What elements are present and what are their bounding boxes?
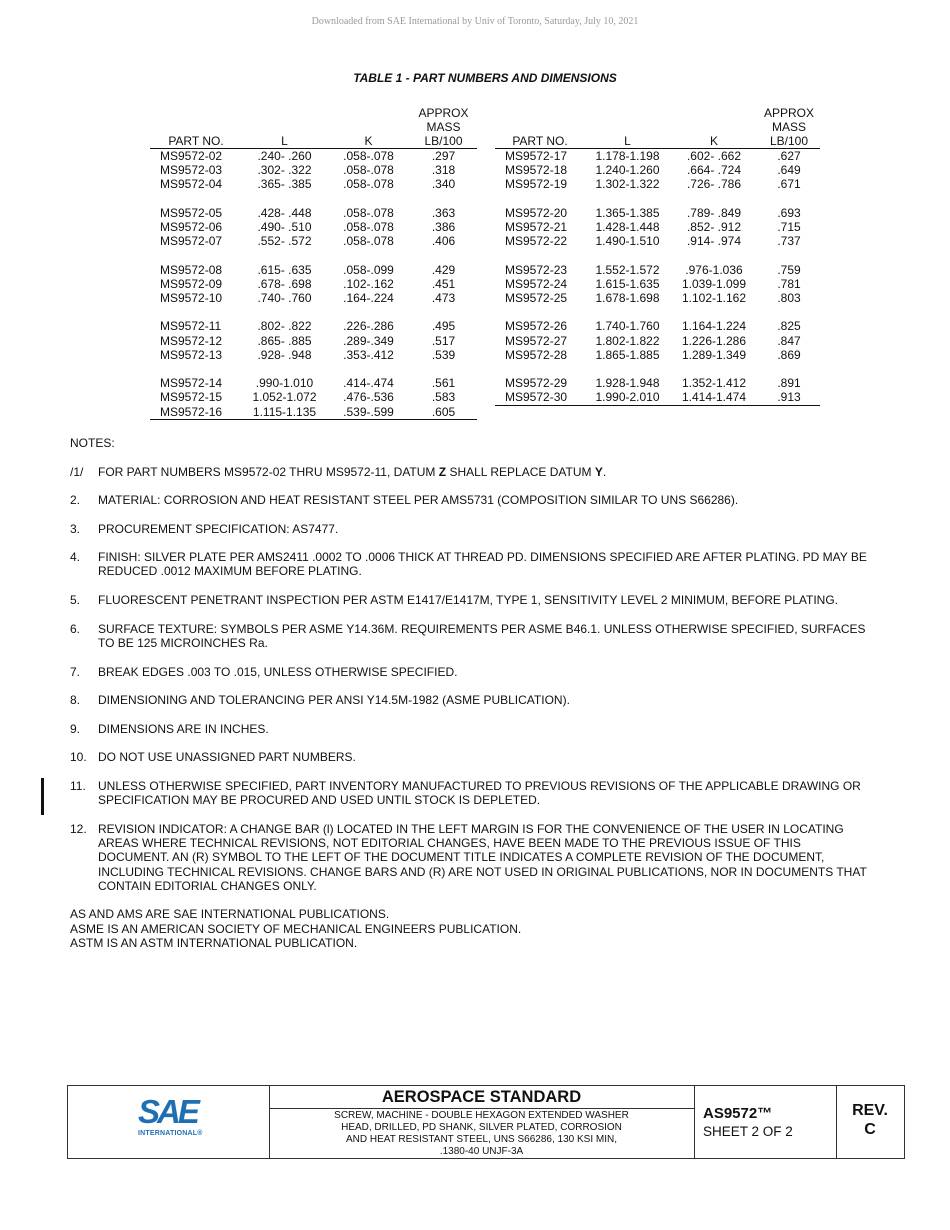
table-row xyxy=(495,206,820,220)
cell-mass: .473 xyxy=(431,291,456,305)
cell-part-no: MS9572-13 xyxy=(160,347,223,362)
cell-mass: .869 xyxy=(777,347,801,362)
note-text: UNLESS OTHERWISE SPECIFIED, PART INVENTORY MANUFACTURED TO PREVIOUS REVISIONS OF THE APPLICABLE DRAWING OR SPECIFICATION MAY BE PROCURED AND USED UNTIL STOCK IS DEPLETED. xyxy=(98,779,861,808)
cell-k: .058-.078 xyxy=(343,149,394,163)
cell-k: .058-.078 xyxy=(343,163,394,178)
note-text: DO NOT USE UNASSIGNED PART NUMBERS. xyxy=(98,750,356,764)
cell-l: .802- .822 xyxy=(257,319,312,334)
table-row xyxy=(495,163,820,177)
cell-l: 1.490-1.510 xyxy=(595,234,660,249)
cell-mass: .561 xyxy=(431,376,456,391)
publication-line: AS AND AMS ARE SAE INTERNATIONAL PUBLICATIONS. xyxy=(70,907,390,921)
cell-k: 1.039-1.099 xyxy=(681,276,747,291)
cell-part-no: MS9572-25 xyxy=(505,291,568,305)
note-text: REVISION INDICATOR: A CHANGE BAR (l) LOCATED IN THE LEFT MARGIN IS FOR THE CONVENIENCE OF THE USER IN LOCATING AREAS WHERE TECHNICAL REVISIONS, NOT EDITORIAL CHANGES, HAVE BEEN MADE TO THE PREVIOUS ISSUE OF THIS DOCUMENT. AN (R) SYMBOL TO THE LEFT OF THE DOCUMENT TITLE INDICATES A COMPLETE REVISION OF THE DOCUMENT, INCLUDING TECHNICAL REVISIONS. CHANGE BARS AND (R) ARE NOT USED IN ORIGINAL PUBLICATIONS, NOR IN DOCUMENTS THAT CONTAIN EDITORIAL CHANGES ONLY. xyxy=(98,822,867,893)
cell-part-no: MS9572-29 xyxy=(505,376,568,391)
cell-l: 1.428-1.448 xyxy=(595,220,660,234)
cell-part-no: MS9572-07 xyxy=(160,234,223,249)
cell-l: .740- .760 xyxy=(257,291,312,305)
cell-part-no: MS9572-15 xyxy=(160,390,223,405)
cell-l: 1.552-1.572 xyxy=(595,262,660,277)
revision-value: C xyxy=(864,1121,876,1138)
cell-k: .852- .912 xyxy=(686,220,742,234)
note-number: 7. xyxy=(70,665,81,679)
cell-part-no: MS9572-19 xyxy=(505,177,568,192)
publication-line: ASME IS AN AMERICAN SOCIETY OF MECHANICAL ENGINEERS PUBLICATION. xyxy=(70,921,522,936)
table-row xyxy=(495,177,820,191)
cell-part-no: MS9572-12 xyxy=(160,333,223,348)
note-text: FOR PART NUMBERS MS9572-02 THRU MS9572-11, DATUM Z SHALL REPLACE DATUM Y. xyxy=(98,465,607,479)
cell-l: 1.115-1.135 xyxy=(242,405,327,420)
cell-part-no: MS9572-17 xyxy=(505,149,568,163)
note-3 xyxy=(70,522,870,536)
cell-l: .240- .260 xyxy=(257,149,312,163)
sae-logo-subtitle: INTERNATIONAL® xyxy=(138,1130,203,1137)
cell-mass: .891 xyxy=(777,376,801,391)
cell-part-no: MS9572-28 xyxy=(505,347,568,362)
cell-part-no: MS9572-11 xyxy=(160,319,222,334)
publication-line: ASTM IS AN ASTM INTERNATIONAL PUBLICATION. xyxy=(70,936,358,950)
cell-l: 1.052-1.072 xyxy=(252,390,317,405)
table-row xyxy=(495,234,820,248)
cell-mass: .517 xyxy=(431,333,456,348)
cell-l: 1.365-1.385 xyxy=(595,205,660,220)
cell-mass: .671 xyxy=(777,177,801,192)
note-11 xyxy=(70,779,870,807)
cell-l: 1.928-1.948 xyxy=(595,376,660,391)
revision-label: REV. xyxy=(852,1102,888,1119)
cell-part-no: MS9572-04 xyxy=(160,177,223,192)
cell-k: .353-.412 xyxy=(343,347,394,362)
note-6 xyxy=(70,622,870,650)
note-text: DIMENSIONS ARE IN INCHES. xyxy=(98,722,269,736)
document-number: AS9572™ xyxy=(703,1105,773,1122)
row-spacer xyxy=(495,248,820,262)
cell-k: .789- .849 xyxy=(686,205,742,220)
cell-l: .990-1.010 xyxy=(255,376,314,391)
cell-k: .058-.078 xyxy=(343,177,394,192)
table-row xyxy=(495,390,820,404)
row-spacer xyxy=(495,362,820,376)
table-row xyxy=(150,291,477,305)
cell-mass: .737 xyxy=(777,234,801,249)
note-number: 12. xyxy=(70,822,87,836)
cell-k: .914- .974 xyxy=(686,234,742,249)
cell-part-no: MS9572-26 xyxy=(505,319,568,334)
part-table-right xyxy=(495,104,820,406)
cell-mass: .847 xyxy=(777,333,801,348)
revision-change-bar xyxy=(41,778,44,815)
cell-k: 1.352-1.412 xyxy=(681,376,747,391)
cell-k: .539-.599 xyxy=(327,405,410,420)
table-row xyxy=(150,177,477,191)
cell-k: 1.164-1.224 xyxy=(681,319,747,334)
cell-mass: .825 xyxy=(777,319,801,334)
sae-logo-cell xyxy=(68,1086,270,1158)
cell-mass: .649 xyxy=(777,163,801,178)
cell-mass: .297 xyxy=(431,149,456,163)
table-row xyxy=(150,220,477,234)
row-spacer xyxy=(150,362,477,376)
cell-part-no: MS9572-14 xyxy=(160,376,223,391)
table-row xyxy=(150,334,477,348)
cell-k: .058-.099 xyxy=(343,262,394,277)
cell-k: 1.226-1.286 xyxy=(681,333,747,348)
cell-part-no: MS9572-18 xyxy=(505,163,568,178)
table-row xyxy=(150,348,477,362)
cell-k: .289-.349 xyxy=(343,333,394,348)
cell-k: .476-.536 xyxy=(343,390,394,405)
cell-mass: .781 xyxy=(777,276,801,291)
note-text: DIMENSIONING AND TOLERANCING PER ANSI Y14.5M-1982 (ASME PUBLICATION). xyxy=(98,693,570,707)
cell-mass: .715 xyxy=(777,220,801,234)
cell-l: 1.865-1.885 xyxy=(595,347,660,362)
standard-type: AEROSPACE STANDARD xyxy=(269,1086,694,1109)
note-number: 3. xyxy=(70,522,81,536)
note-text: FLUORESCENT PENETRANT INSPECTION PER ASTM E1417/E1417M, TYPE 1, SENSITIVITY LEVEL 2 MINIMUM, BEFORE PLATING. xyxy=(98,593,838,607)
cell-l: .615- .635 xyxy=(257,262,312,277)
cell-l: .865- .885 xyxy=(257,333,312,348)
cell-part-no: MS9572-23 xyxy=(505,262,568,277)
header-k: K xyxy=(327,104,410,149)
note-text: SURFACE TEXTURE: SYMBOLS PER ASME Y14.36M. REQUIREMENTS PER ASME B46.1. UNLESS OTHERWISE SPECIFIED, SURFACES TO BE 125 MICROINCHES Ra. xyxy=(98,622,866,651)
cell-part-no: MS9572-06 xyxy=(160,220,223,234)
row-spacer xyxy=(495,192,820,206)
header-k: K xyxy=(670,104,758,149)
note-2 xyxy=(70,493,870,507)
cell-l: 1.240-1.260 xyxy=(595,163,660,178)
table-row xyxy=(150,390,477,404)
note-12 xyxy=(70,822,870,893)
cell-l: .365- .385 xyxy=(257,177,312,192)
table-row xyxy=(150,376,477,390)
table-row xyxy=(150,319,477,333)
publication-notes xyxy=(70,907,521,951)
note-number: 10. xyxy=(70,750,87,764)
note-number: 11. xyxy=(70,779,86,793)
cell-l: 1.302-1.322 xyxy=(595,177,660,192)
note-text: PROCUREMENT SPECIFICATION: AS7477. xyxy=(98,522,339,536)
header-l: L xyxy=(585,104,670,149)
cell-mass: .627 xyxy=(777,149,801,163)
part-description: SCREW, MACHINE - DOUBLE HEXAGON EXTENDED WASHER HEAD, DRILLED, PD SHANK, SILVER PLATED, CORROSION AND HEAT RESISTANT STEEL, UNS S66286, 130 KSI MIN, .1380-40 UNJF-3A xyxy=(334,1110,629,1157)
table-row xyxy=(150,149,477,164)
header-part-no: PART NO. xyxy=(150,104,242,149)
note-number: 8. xyxy=(70,693,81,707)
note-7 xyxy=(70,665,870,679)
cell-part-no: MS9572-08 xyxy=(160,262,223,277)
cell-k: .976-1.036 xyxy=(685,262,743,277)
cell-mass: .386 xyxy=(431,220,456,234)
table-row xyxy=(495,277,820,291)
cell-mass: .693 xyxy=(777,205,801,220)
cell-l: 1.740-1.760 xyxy=(595,319,660,334)
cell-part-no: MS9572-30 xyxy=(505,390,568,405)
cell-mass xyxy=(758,405,820,406)
cell-mass: .803 xyxy=(777,291,801,305)
sae-logo: SAE xyxy=(138,1093,197,1130)
cell-k: 1.414-1.474 xyxy=(681,390,747,405)
cell-k xyxy=(670,405,758,406)
revision-cell xyxy=(836,1086,904,1158)
table-row xyxy=(150,163,477,177)
cell-l: 1.178-1.198 xyxy=(595,149,660,163)
note-number: 6. xyxy=(70,622,81,636)
header-approx-mass: APPROX MASS LB/100 xyxy=(410,104,477,149)
row-spacer xyxy=(150,305,477,319)
sheet-number: SHEET 2 OF 2 xyxy=(703,1124,793,1139)
cell-part-no: MS9572-16 xyxy=(150,405,242,420)
cell-mass: .605 xyxy=(410,405,477,420)
cell-mass: .363 xyxy=(431,205,456,220)
cell-k: .602- .662 xyxy=(686,149,742,163)
note-10 xyxy=(70,750,870,764)
cell-part-no: MS9572-09 xyxy=(160,276,223,291)
cell-k: .226-.286 xyxy=(343,319,394,334)
header-approx-mass: APPROX MASS LB/100 xyxy=(758,104,820,149)
cell-l: 1.802-1.822 xyxy=(595,333,660,348)
cell-part-no xyxy=(495,405,585,406)
note-text: FINISH: SILVER PLATE PER AMS2411 .0002 TO .0006 THICK AT THREAD PD. DIMENSIONS SPECIFIED ARE AFTER PLATING. PD MAY BE REDUCED .0012 MAXIMUM BEFORE PLATING. xyxy=(98,550,867,579)
cell-k: .102-.162 xyxy=(343,276,394,291)
cell-k: .058-.078 xyxy=(343,234,394,249)
cell-l: .678- .698 xyxy=(257,276,312,291)
cell-k: 1.102-1.162 xyxy=(681,291,747,305)
cell-part-no: MS9572-27 xyxy=(505,333,568,348)
cell-mass: .759 xyxy=(777,262,801,277)
note-number: 9. xyxy=(70,722,81,736)
table-row xyxy=(150,234,477,248)
table-row xyxy=(495,376,820,390)
table-row xyxy=(495,263,820,277)
cell-l: .302- .322 xyxy=(257,163,312,178)
note-9 xyxy=(70,722,870,736)
table-row xyxy=(150,206,477,220)
table-row xyxy=(495,334,820,348)
note-1 xyxy=(70,465,870,479)
cell-mass: .495 xyxy=(431,319,456,334)
cell-part-no: MS9572-22 xyxy=(505,234,568,249)
cell-part-no: MS9572-24 xyxy=(505,276,568,291)
table-row xyxy=(495,348,820,362)
table-row xyxy=(495,291,820,305)
cell-part-no: MS9572-10 xyxy=(160,291,223,305)
note-text: MATERIAL: CORROSION AND HEAT RESISTANT STEEL PER AMS5731 (COMPOSITION SIMILAR TO UNS S66286). xyxy=(98,493,739,507)
cell-k: .414-.474 xyxy=(343,376,394,391)
header-part-no: PART NO. xyxy=(495,104,585,149)
part-table-left xyxy=(150,104,477,420)
cell-l: .928- .948 xyxy=(257,347,312,362)
note-number: 4. xyxy=(70,550,81,564)
cell-mass: .406 xyxy=(431,234,456,249)
cell-part-no: MS9572-02 xyxy=(160,149,223,163)
table-header-row xyxy=(495,104,820,149)
download-watermark: Downloaded from SAE International by Univ of Toronto, Saturday, July 10, 2021 xyxy=(311,16,639,27)
cell-k: 1.289-1.349 xyxy=(681,347,747,362)
note-4 xyxy=(70,550,870,578)
table-header-row xyxy=(150,104,477,149)
cell-part-no: MS9572-20 xyxy=(505,205,568,220)
cell-l: .552- .572 xyxy=(257,234,312,249)
table-row xyxy=(495,405,820,406)
document-cell xyxy=(695,1086,837,1158)
row-spacer xyxy=(150,248,477,262)
cell-l: .490- .510 xyxy=(257,220,312,234)
cell-l: .428- .448 xyxy=(257,205,312,220)
row-spacer xyxy=(150,192,477,206)
cell-k: .164-.224 xyxy=(343,291,394,305)
note-number: 2. xyxy=(70,493,81,507)
table-title: TABLE 1 - PART NUMBERS AND DIMENSIONS xyxy=(353,71,617,85)
cell-l: 1.615-1.635 xyxy=(595,276,660,291)
table-row xyxy=(150,263,477,277)
cell-mass: .539 xyxy=(431,347,456,362)
cell-l xyxy=(585,405,670,406)
note-number: 5. xyxy=(70,593,81,607)
notes-heading: NOTES: xyxy=(70,436,115,450)
table-row xyxy=(150,277,477,291)
cell-mass: .340 xyxy=(431,177,456,192)
cell-k: .664- .724 xyxy=(686,163,742,178)
title-block xyxy=(67,1085,905,1159)
cell-l: 1.678-1.698 xyxy=(595,291,660,305)
cell-part-no: MS9572-05 xyxy=(160,205,223,220)
table-row xyxy=(495,319,820,333)
cell-k: .058-.078 xyxy=(343,205,394,220)
header-l: L xyxy=(242,104,327,149)
note-8 xyxy=(70,693,870,707)
title-cell xyxy=(269,1086,695,1158)
cell-part-no: MS9572-21 xyxy=(505,220,568,234)
cell-part-no: MS9572-03 xyxy=(160,163,223,178)
table-row xyxy=(495,149,820,164)
cell-mass: .318 xyxy=(431,163,456,178)
cell-mass: .913 xyxy=(777,390,801,405)
cell-k: .058-.078 xyxy=(343,220,394,234)
cell-l: 1.990-2.010 xyxy=(595,390,660,405)
note-number: /1/ xyxy=(70,465,84,479)
cell-mass: .583 xyxy=(431,390,456,405)
note-text: BREAK EDGES .003 TO .015, UNLESS OTHERWISE SPECIFIED. xyxy=(98,665,458,679)
table-row xyxy=(495,220,820,234)
cell-mass: .429 xyxy=(431,262,456,277)
row-spacer xyxy=(495,305,820,319)
cell-mass: .451 xyxy=(431,276,456,291)
note-5 xyxy=(70,593,870,607)
cell-k: .726- .786 xyxy=(686,177,742,192)
table-row xyxy=(150,405,477,420)
